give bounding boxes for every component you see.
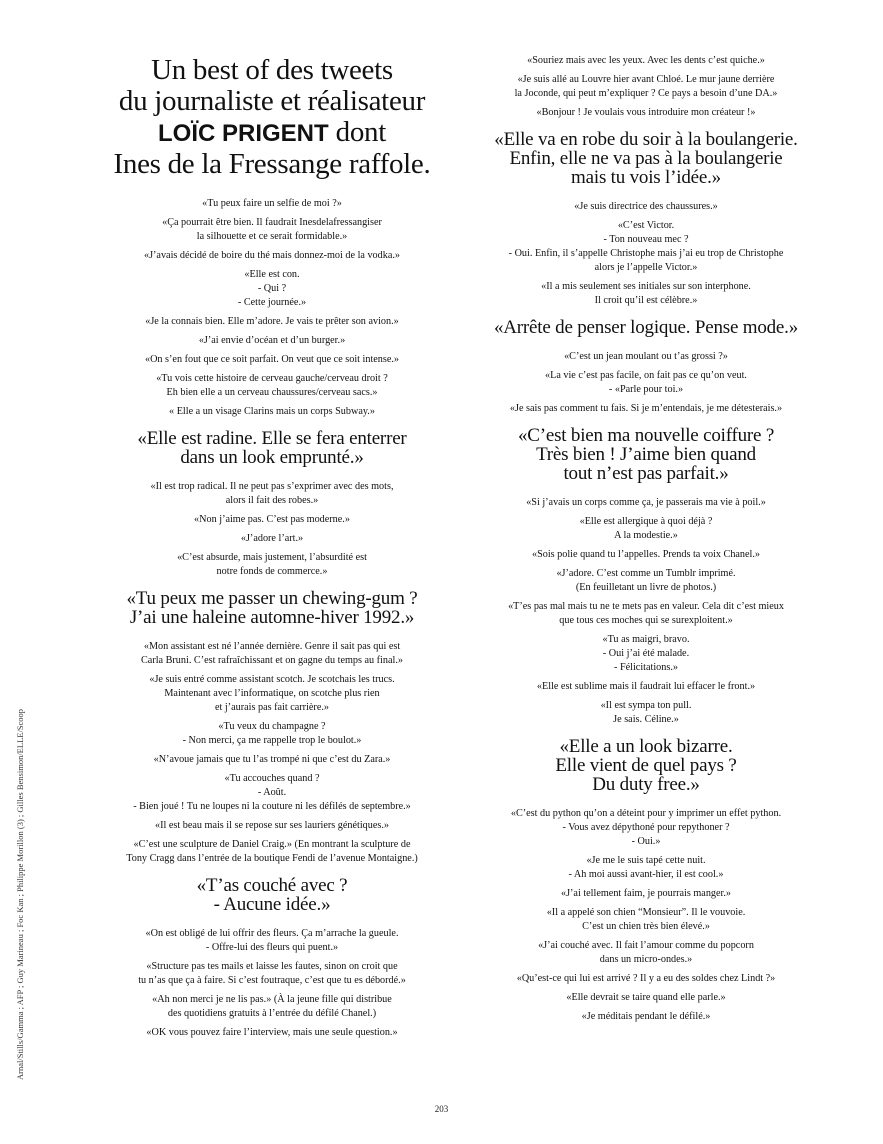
quote: «C’est un jean moulant ou t’as grossi ?» xyxy=(564,351,728,362)
pull-quote: «Elle est radine. Elle se fera enterrer dans un look emprunté.» xyxy=(137,428,407,468)
pull-quote: «T’as couché avec ? - Aucune idée.» xyxy=(196,875,348,915)
title-line-4: Ines de la Fressange raffole. xyxy=(113,148,431,180)
quote: «N’avoue jamais que tu l’as trompé ni que c’est du Zara.» xyxy=(153,754,391,765)
quote: «J’ai envie d’océan et d’un burger.» xyxy=(198,335,346,346)
title-line-3-rest: dont xyxy=(328,116,386,148)
pull-quote: «Arrête de penser logique. Pense mode.» xyxy=(493,317,799,338)
quote: «Structure pas tes mails et laisse les fautes, sinon on croit que tu n’as que ça à faire. Si c’est foutraque, c’est que tu es débordé.» xyxy=(138,961,406,986)
right-column xyxy=(462,54,830,1029)
quote: «Il a appelé son chien “Monsieur”. Il le vouvoie. C’est un chien très bien élevé.» xyxy=(546,907,746,932)
quote: «C’est une sculpture de Daniel Craig.» (En montrant la sculpture de Tony Cragg dans l’entrée de la boutique Fendi de l’avenue Montaigne.) xyxy=(126,839,418,864)
pull-quote: «C’est bien ma nouvelle coiffure ? Très bien ! J’aime bien quand tout n’est pas parfait.» xyxy=(517,425,775,484)
title-name: LOÏC PRIGENT xyxy=(158,120,329,147)
quote: «Je suis allé au Louvre hier avant Chloé. Le mur jaune derrière la Joconde, qui peut m’expliquer ? Ce pays a besoin d’une DA.» xyxy=(514,74,778,99)
quote: «Il est sympa ton pull. Je sais. Céline.» xyxy=(600,700,692,725)
quote: «Elle devrait se taire quand elle parle.» xyxy=(566,992,726,1003)
quote: «Je la connais bien. Elle m’adore. Je vais te prêter son avion.» xyxy=(145,316,399,327)
right-quotes xyxy=(462,54,830,1024)
quote: «Il a mis seulement ses initiales sur son interphone. Il croit qu’il est célèbre.» xyxy=(541,281,751,306)
quote: «Elle est allergique à quoi déjà ? A la modestie.» xyxy=(579,516,713,541)
quote: «Je suis directrice des chaussures.» xyxy=(574,201,718,212)
quote: «J’ai couché avec. Il fait l’amour comme du popcorn dans un micro-ondes.» xyxy=(538,940,754,965)
quote: «On s’en fout que ce soit parfait. On veut que ce soit intense.» xyxy=(144,354,400,365)
quote: «Elle est sublime mais il faudrait lui effacer le front.» xyxy=(536,681,756,692)
quote: «C’est du python qu’on a déteint pour y imprimer un effet python. - Vous avez dépythoné pour repythoner ? - Oui.» xyxy=(510,808,782,847)
quote: «Il est beau mais il se repose sur ses lauriers génétiques.» xyxy=(155,820,389,831)
quote: «C’est Victor. - Ton nouveau mec ? - Oui. Enfin, il s’appelle Christophe mais j’ai eu trop de Christophe alors je l’appelle Victor.» xyxy=(508,220,784,273)
pull-quote: «Tu peux me passer un chewing-gum ? J’ai une haleine automne-hiver 1992.» xyxy=(126,588,418,628)
quote: «T’es pas mal mais tu ne te mets pas en valeur. Cela dit c’est mieux que tous ces moches qui se surexploitent.» xyxy=(508,601,784,626)
quote: «Je suis entré comme assistant scotch. Je scotchais les trucs. Maintenant avec l’informatique, on scotche plus rien et j’aurais pas fait carrière.» xyxy=(149,674,395,713)
title-line-2: du journaliste et réalisateur xyxy=(118,85,426,117)
title-line-1: Un best of des tweets xyxy=(151,54,393,86)
photo-credit: Arnal/Stills/Gamma ; AFP ; Guy Marineau ; Foc Kan ; Philippe Morillon (3) ; Gilles Bensimon/ELLE/Scoop xyxy=(15,708,25,1080)
quote: «Elle est con. - Qui ? - Cette journée.» xyxy=(237,269,307,308)
quote: «Je méditais pendant le défilé.» xyxy=(581,1011,711,1022)
quote: «Il est trop radical. Il ne peut pas s’exprimer avec des mots, alors il fait des robes.» xyxy=(150,481,394,506)
quote: «J’adore l’art.» xyxy=(240,533,304,544)
quote: «Sois polie quand tu l’appelles. Prends ta voix Chanel.» xyxy=(531,549,761,560)
quote: «Souriez mais avec les yeux. Avec les dents c’est quiche.» xyxy=(527,55,765,66)
quote: «Bonjour ! Je voulais vous introduire mon créateur !» xyxy=(536,107,756,118)
page-number: 203 xyxy=(434,1104,449,1114)
quote: «J’ai tellement faim, je pourrais manger.» xyxy=(560,888,732,899)
quote: «Tu veux du champagne ? - Non merci, ça me rappelle trop le boulot.» xyxy=(182,721,362,746)
quote: « Elle a un visage Clarins mais un corps Subway.» xyxy=(169,406,375,417)
page-title xyxy=(88,55,456,180)
quote: «Je sais pas comment tu fais. Si je m’entendais, je me détesterais.» xyxy=(509,403,783,414)
quote: «Non j’aime pas. C’est pas moderne.» xyxy=(194,514,350,525)
quote: «Ah non merci je ne lis pas.» (À la jeune fille qui distribue des quotidiens gratuits à l’entrée du défilé Chanel.) xyxy=(152,994,392,1019)
quote: «Mon assistant est né l’année dernière. Genre il sait pas qui est Carla Bruni. C’est rafraîchissant et on gagne du temps au final.» xyxy=(141,641,403,666)
quote: «Je me le suis tapé cette nuit. - Ah moi aussi avant-hier, il est cool.» xyxy=(568,855,724,880)
quote: «Tu accouches quand ? - Août. - Bien joué ! Tu ne loupes ni la couture ni les défilés de septembre.» xyxy=(133,773,411,812)
quote: «J’adore. C’est comme un Tumblr imprimé. (En feuilletant un livre de photos.) xyxy=(556,568,736,593)
quote: «J’avais décidé de boire du thé mais donnez-moi de la vodka.» xyxy=(143,250,401,261)
pull-quote: «Elle va en robe du soir à la boulangerie. Enfin, elle ne va pas à la boulangerie mais tu vois l’idée.» xyxy=(494,129,798,188)
quote: «On est obligé de lui offrir des fleurs. Ça m’arrache la gueule. - Offre-lui des fleurs qui puent.» xyxy=(145,928,399,953)
pull-quote: «Elle a un look bizarre. Elle vient de quel pays ? Du duty free.» xyxy=(555,736,737,795)
quote: «Si j’avais un corps comme ça, je passerais ma vie à poil.» xyxy=(526,497,766,508)
quote: «C’est absurde, mais justement, l’absurdité est notre fonds de commerce.» xyxy=(177,552,367,577)
quote: «La vie c’est pas facile, on fait pas ce qu’on veut. - «Parle pour toi.» xyxy=(545,370,747,395)
quote: «Ça pourrait être bien. Il faudrait Inesdelafressangiser la silhouette et ce serait formidable.» xyxy=(162,217,382,242)
quote: «Tu vois cette histoire de cerveau gauche/cerveau droit ? Eh bien elle a un cerveau chaussures/cerveau sacs.» xyxy=(156,373,388,398)
left-column xyxy=(88,55,456,1045)
quote: «Qu’est-ce qui lui est arrivé ? Il y a eu des soldes chez Lindt ?» xyxy=(516,973,776,984)
quote: «OK vous pouvez faire l’interview, mais une seule question.» xyxy=(146,1027,398,1038)
quote: «Tu peux faire un selfie de moi ?» xyxy=(202,198,342,209)
left-quotes xyxy=(88,197,456,1040)
quote: «Tu as maigri, bravo. - Oui j’ai été malade. - Félicitations.» xyxy=(602,634,690,673)
